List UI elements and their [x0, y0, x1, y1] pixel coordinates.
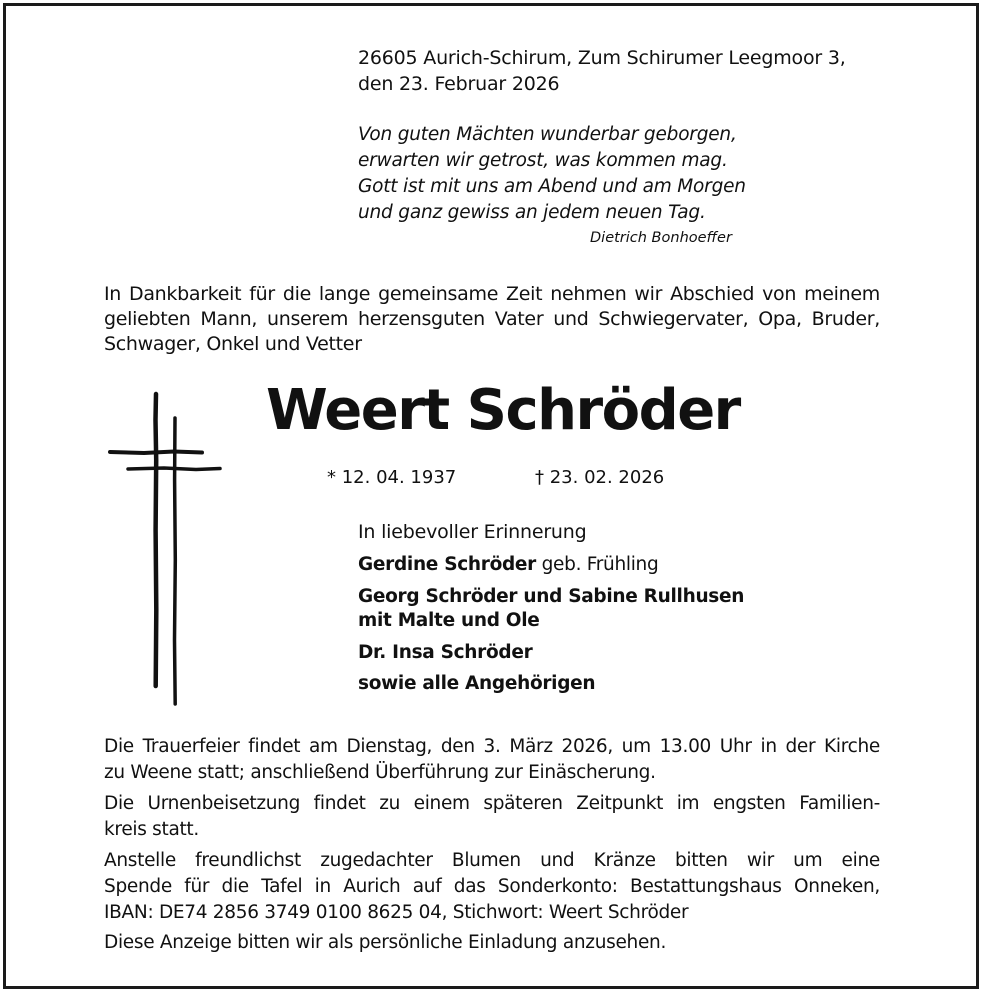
intro-text — [104, 282, 880, 357]
notice-line: Spende für die Tafel in Aurich auf das Sonderkonto: Bestattungshaus Onneken, — [104, 876, 880, 897]
mourner-entry — [358, 672, 595, 696]
intro-line: In Dankbarkeit für die lange gemeinsame Zeit nehmen wir Abschied von meinem — [104, 283, 880, 305]
poem-line: erwarten wir getrost, was kommen mag. — [358, 150, 728, 171]
poem — [358, 122, 746, 226]
notice-line: zu Weene statt; anschließend Überführung zur Einäscherung. — [104, 762, 656, 783]
notice-line: Diese Anzeige bitten wir als persönliche Einladung anzusehen. — [104, 932, 667, 953]
poem-line: Von guten Mächten wunderbar geborgen, — [358, 124, 737, 145]
mourner-name: sowie alle Angehörigen — [358, 673, 596, 694]
notice-line: kreis statt. — [104, 819, 199, 840]
mourner-entry — [358, 553, 658, 577]
invitation-notice — [104, 930, 880, 956]
mourner-entry — [358, 641, 532, 665]
intro-line: Schwager, Onkel und Vetter — [104, 333, 362, 355]
notice-line: IBAN: DE74 2856 3749 0100 8625 04, Stichwort: Weert Schröder — [104, 902, 689, 923]
death-date: † 23. 02. 2026 — [535, 467, 665, 488]
poem-line: und ganz gewiss an jedem neuen Tag. — [358, 202, 706, 223]
deceased-name: Weert Schröder — [266, 378, 740, 443]
mourner-entry — [358, 585, 744, 633]
date-line: den 23. Februar 2026 — [358, 73, 560, 95]
birth-date: * 12. 04. 1937 — [327, 467, 457, 488]
poem-author: Dietrich Bonhoeffer — [590, 230, 732, 246]
mourner-suffix: geb. Frühling — [536, 554, 659, 575]
funeral-notice — [104, 734, 880, 786]
memorial-heading: In liebevoller Erinnerung — [358, 521, 587, 543]
notice-line: Die Urnenbeisetzung findet zu einem späteren Zeitpunkt im engsten Familien- — [104, 793, 880, 814]
mourner-name: Gerdine Schröder — [358, 554, 537, 575]
double-cross-icon — [104, 390, 226, 714]
address-block — [358, 45, 846, 97]
poem-line: Gott ist mit uns am Abend und am Morgen — [358, 176, 746, 197]
urn-notice — [104, 791, 880, 843]
mourner-name: Georg Schröder und Sabine Rullhusen — [358, 586, 745, 607]
intro-line: geliebten Mann, unserem herzensguten Vater und Schwiegervater, Opa, Bruder, — [104, 308, 880, 330]
notice-line: Die Trauerfeier findet am Dienstag, den 3. März 2026, um 13.00 Uhr in der Kirche — [104, 736, 880, 757]
donation-notice — [104, 848, 880, 926]
mourner-name: mit Malte und Ole — [358, 610, 540, 631]
address-line: 26605 Aurich-Schirum, Zum Schirumer Leegmoor 3, — [358, 47, 846, 69]
mourner-name: Dr. Insa Schröder — [358, 642, 533, 663]
notice-line: Anstelle freundlichst zugedachter Blumen und Kränze bitten wir um eine — [104, 850, 880, 871]
